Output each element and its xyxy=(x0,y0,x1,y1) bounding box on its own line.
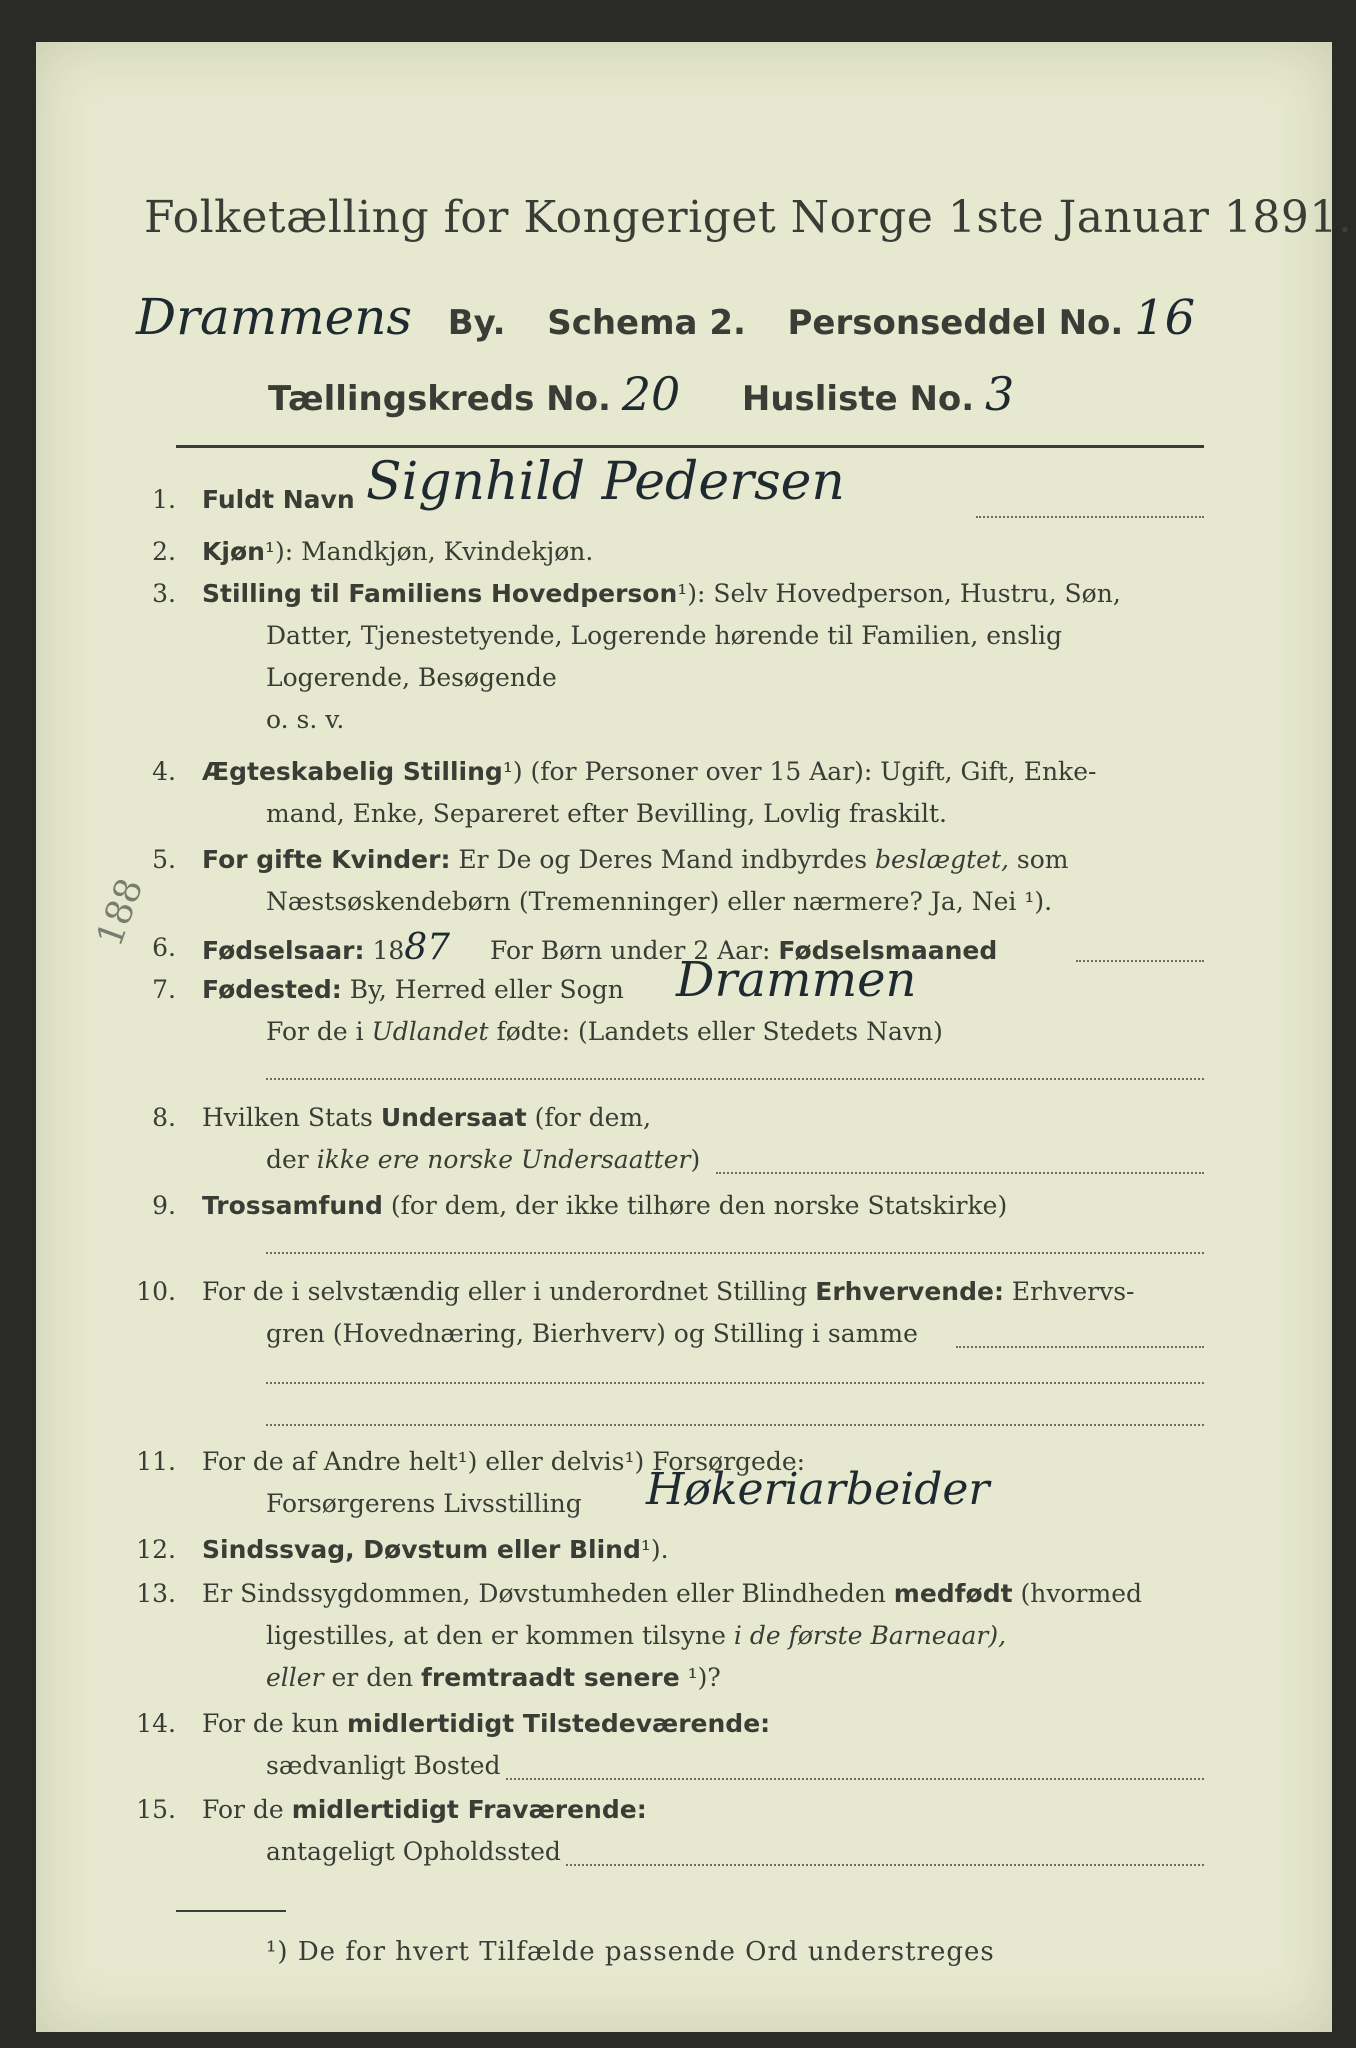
kreds-number: 20 xyxy=(621,367,681,421)
q6-prefix: 18 xyxy=(372,936,405,965)
q6-value: 87 xyxy=(404,927,451,968)
q3-label: Stilling til Familiens Hovedperson xyxy=(202,579,678,608)
q1-dots xyxy=(976,516,1204,518)
q4-line-2: mand, Enke, Separeret efter Bevilling, Lovlig fraskilt. xyxy=(266,799,947,828)
husliste-number: 3 xyxy=(985,367,1015,421)
q10-text-2: Erhvervs- xyxy=(1011,1277,1135,1306)
q7-line-2 xyxy=(266,1012,943,1052)
kreds-line xyxy=(268,367,1014,421)
q13-line3-c: ¹)? xyxy=(687,1663,721,1692)
q8-text: Hvilken Stats xyxy=(202,1103,373,1132)
q9-label: Trossamfund xyxy=(202,1191,383,1220)
footnote-divider xyxy=(176,1910,286,1912)
q2-label: Kjøn xyxy=(202,537,265,566)
q14-number: 14. xyxy=(136,1709,176,1738)
q7-dots xyxy=(266,1078,1204,1080)
q10-label: Erhvervende: xyxy=(815,1277,1004,1306)
q5-label: For gifte Kvinder: xyxy=(202,845,451,874)
q14-label: midlertidigt Tilstedeværende: xyxy=(346,1709,771,1738)
q3-line-2: Datter, Tjenestetyende, Logerende hørende til Familien, enslig xyxy=(266,621,1063,650)
q13-line2-a: ligestilles, at den er kommen tilsyne xyxy=(266,1621,726,1650)
q14-dots xyxy=(506,1778,1204,1780)
q9-text: (for dem, der ikke tilhøre den norske Statskirke) xyxy=(390,1191,1008,1220)
q13-line3-bold: fremtraadt senere xyxy=(421,1663,680,1692)
q14-text: For de kun xyxy=(202,1709,340,1738)
q8-label: Undersaat xyxy=(380,1103,527,1132)
q10-text: For de i selvstændig eller i underordnet Stilling xyxy=(202,1277,808,1306)
q3-line-4: o. s. v. xyxy=(266,705,345,734)
q7-number: 7. xyxy=(152,975,176,1004)
footnote: ¹) De for hvert Tilfælde passende Ord understreges xyxy=(266,1937,995,1967)
kreds-label: Tællingskreds No. xyxy=(268,379,611,419)
q1-value: Signhild Pedersen xyxy=(366,452,845,512)
q13-line-3 xyxy=(266,1658,721,1698)
q8-number: 8. xyxy=(152,1103,176,1132)
city-name: Drammens xyxy=(136,288,413,346)
q11-line2-label: Forsørgerens Livsstilling xyxy=(266,1489,582,1518)
q4-label: Ægteskabelig Stilling xyxy=(202,757,503,786)
q6-dots xyxy=(1076,960,1204,962)
q7-value: Drammen xyxy=(676,952,917,1008)
q12-number: 12. xyxy=(136,1535,176,1564)
q11-value: Høkeriarbeider xyxy=(646,1464,990,1515)
census-form xyxy=(36,42,1353,2032)
q10-dots-3 xyxy=(266,1424,1204,1426)
q8-text-2: (for dem, xyxy=(534,1103,652,1132)
q15-text: For de xyxy=(202,1795,284,1824)
q9-number: 9. xyxy=(152,1191,176,1220)
q8-dots xyxy=(716,1172,1204,1174)
q6-label: Fødselsaar: xyxy=(202,936,365,965)
schema-label: Schema 2. xyxy=(547,303,746,343)
q3-number: 3. xyxy=(152,579,176,608)
q5-number: 5. xyxy=(152,845,176,874)
q8-line2-a: der xyxy=(266,1145,309,1174)
q11-number: 11. xyxy=(136,1447,176,1476)
q2-number: 2. xyxy=(152,537,176,566)
personseddel-number: 16 xyxy=(1134,290,1196,346)
q12-text: ¹). xyxy=(640,1535,669,1564)
q5-italic: beslægtet, xyxy=(875,845,1009,874)
q8-line2-italic: ikke ere norske Undersaatter xyxy=(316,1145,691,1174)
q12-label: Sindssvag, Døvstum eller Blind xyxy=(202,1535,641,1564)
q2-text: ¹): Mandkjøn, Kvindekjøn. xyxy=(264,537,594,566)
q7-line2-a: For de i xyxy=(266,1017,364,1046)
q1-number: 1. xyxy=(152,485,176,514)
q10-dots-1 xyxy=(956,1346,1204,1348)
city-line xyxy=(136,288,1195,346)
q11-text: For de af Andre helt¹) eller delvis¹) Forsørgede: xyxy=(202,1447,806,1476)
husliste-label: Husliste No. xyxy=(741,379,975,419)
q7-line2-italic: Udlandet xyxy=(371,1017,489,1046)
q4-number: 4. xyxy=(152,757,176,786)
by-label: By. xyxy=(447,303,506,343)
q13-text-2: (hvormed xyxy=(1020,1579,1143,1608)
q13-line3-italic: eller xyxy=(266,1663,324,1692)
q13-line-2 xyxy=(266,1616,1006,1656)
q10-line-2: gren (Hovednæring, Bierhverv) og Stilling i samme xyxy=(266,1319,918,1348)
q13-text: Er Sindssygdommen, Døvstumheden eller Blindheden xyxy=(202,1579,886,1608)
q5-line-2: Næstsøskendebørn (Tremenninger) eller nærmere? Ja, Nei ¹). xyxy=(266,887,1053,916)
q10-number: 10. xyxy=(136,1277,176,1306)
q7-text: By, Herred eller Sogn xyxy=(349,975,624,1004)
header-divider xyxy=(176,445,1204,448)
q7-line2-b: fødte: (Landets eller Stedets Navn) xyxy=(496,1017,943,1046)
q14-line-2: sædvanligt Bosted xyxy=(266,1751,501,1780)
q15-number: 15. xyxy=(136,1795,176,1824)
q6-text: For Børn under 2 Aar: xyxy=(489,936,771,965)
q13-number: 13. xyxy=(136,1579,176,1608)
q7-label: Fødested: xyxy=(202,975,342,1004)
q15-label: midlertidigt Fraværende: xyxy=(291,1795,647,1824)
q8-line-2 xyxy=(266,1140,700,1180)
q4-text: ¹) (for Personer over 15 Aar): Ugift, Gift, Enke- xyxy=(502,757,1097,786)
q15-line-2: antageligt Opholdssted xyxy=(266,1837,561,1866)
q10-dots-2 xyxy=(266,1382,1204,1384)
q6-number: 6. xyxy=(152,933,176,962)
q6-label-2: Fødselsmaaned xyxy=(778,936,998,965)
q3-text: ¹): Selv Hovedperson, Hustru, Søn, xyxy=(677,579,1121,608)
q5-text-2: som xyxy=(1016,845,1069,874)
q9-dots xyxy=(266,1252,1204,1254)
q13-line3-a: er den xyxy=(331,1663,414,1692)
margin-note: 188 xyxy=(89,873,152,952)
q13-line2-italic: i de første Barneaar), xyxy=(733,1621,1007,1650)
q15-dots xyxy=(566,1864,1204,1866)
form-title: Folketælling for Kongeriget Norge 1ste Januar 1891. xyxy=(144,192,1353,243)
q8-line2-b: ) xyxy=(690,1145,701,1174)
q3-line-3: Logerende, Besøgende xyxy=(266,663,557,692)
q5-text: Er De og Deres Mand indbyrdes xyxy=(458,845,868,874)
q13-label: medfødt xyxy=(893,1579,1013,1608)
q1-label: Fuldt Navn xyxy=(202,485,355,514)
personseddel-label: Personseddel No. xyxy=(787,303,1124,343)
q11-line-2 xyxy=(266,1464,1266,1524)
